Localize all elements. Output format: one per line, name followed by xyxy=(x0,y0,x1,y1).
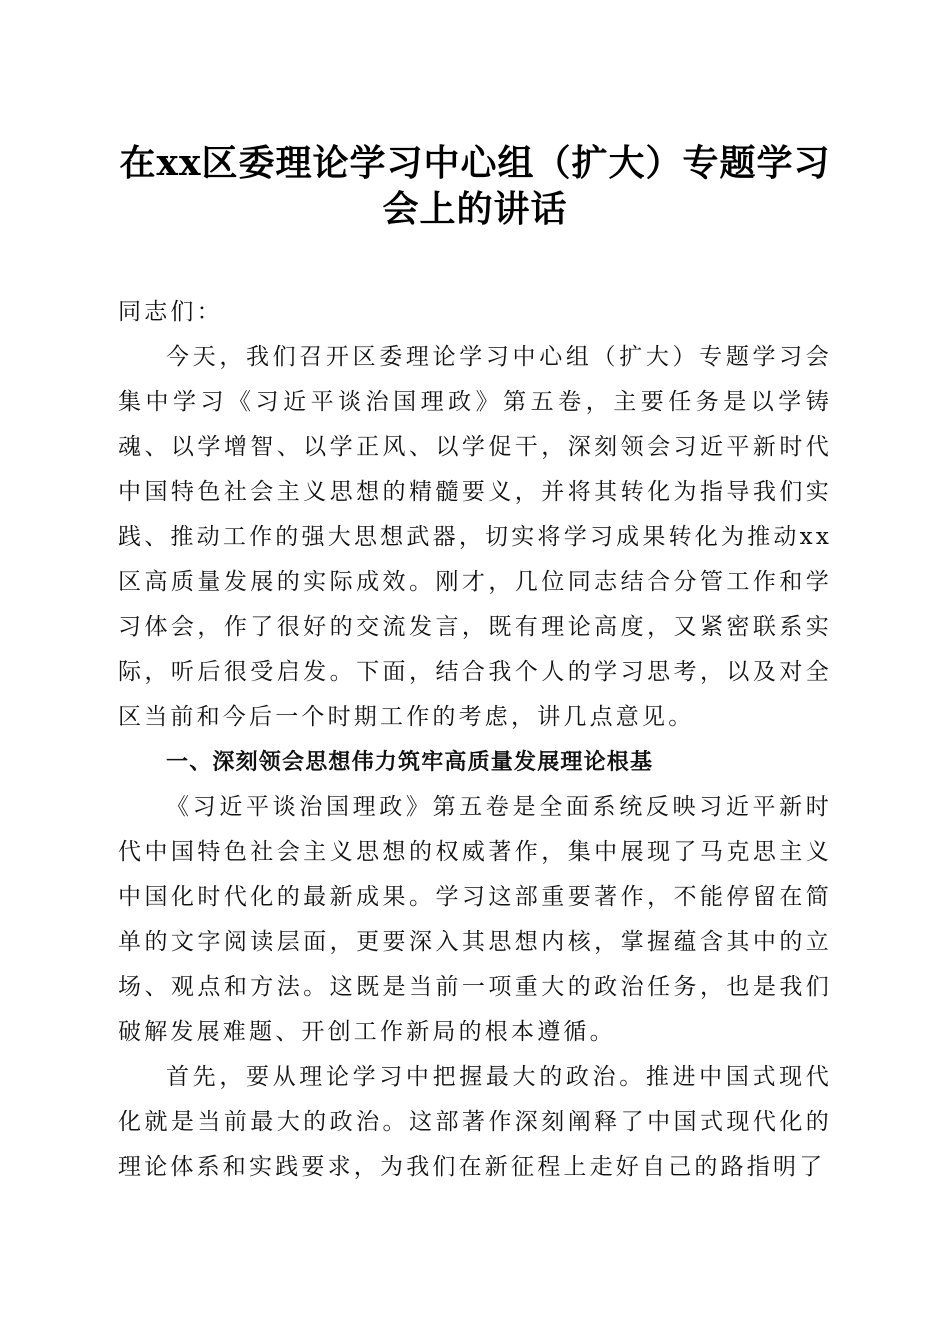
title-line-1: 在xx区委理论学习中心组（扩大）专题学习 xyxy=(119,142,831,184)
salutation: 同志们： xyxy=(118,299,223,325)
document-body xyxy=(118,290,832,1190)
title-line-2: 会上的讲话 xyxy=(382,188,568,230)
opening-paragraph: 今天，我们召开区委理论学习中心组（扩大）专题学习会集中学习《习近平谈治国理政》第五卷，主要任务是以学铸魂、以学增智、以学正风、以学促干，深刻领会习近平新时代中国特色社会主义思想的精髓要义，并将其转化为指导我们实践、推动工作的强大思想武器，切实将学习成果转化为推动xx区高质量发展的实际成效。刚才，几位同志结合分管工作和学习体会，作了很好的交流发言，既有理论高度，又紧密联系实际，听后很受启发。下面，结合我个人的学习思考，以及对全区当前和今后一个时期工作的考虑，讲几点意见。 xyxy=(118,344,832,730)
document-title xyxy=(118,140,832,232)
section-1-paragraph-2: 首先，要从理论学习中把握最大的政治。推进中国式现代化就是当前最大的政治。这部著作深刻阐释了中国式现代化的理论体系和实践要求，为我们在新征程上走好自己的路指明了 xyxy=(118,1064,832,1180)
section-heading-1: 一、深刻领会思想伟力筑牢高质量发展理论根基 xyxy=(166,750,654,775)
section-1-paragraph-1: 《习近平谈治国理政》第五卷是全面系统反映习近平新时代中国特色社会主义思想的权威著作，集中展现了马克思主义中国化时代化的最新成果。学习这部重要著作，不能停留在简单的文字阅读层面，更要深入其思想内核，掌握蕴含其中的立场、观点和方法。这既是当前一项重大的政治任务，也是我们破解发展难题、开创工作新局的根本遵循。 xyxy=(118,794,832,1045)
